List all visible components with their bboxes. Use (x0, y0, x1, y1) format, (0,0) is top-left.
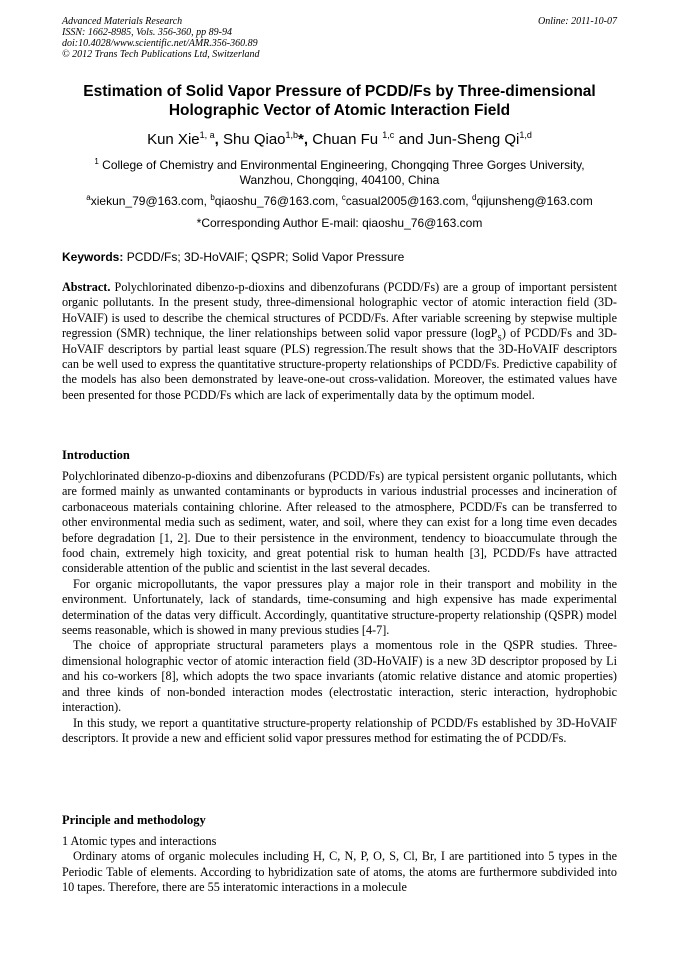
email-mark: a (86, 193, 91, 202)
principle-body (62, 834, 617, 896)
paragraph: Polychlorinated dibenzo-p-dioxins and dibenzofurans (PCDD/Fs) are typical persistent organic pollutants, which are formed mainly as unwanted contaminants or byproducts in various industrial processes and incineration of carbonaceous materials containing chlorine. After released to the atmosphere, PCDD/Fs can be transferred to other environmental media such as sediment, water, and soil, where they can exist for a long time even decades before degradation [1, 2]. Due to their persistence in the environment, tendency to bioaccumulate through the food chain, extremely high toxicity, and great potential risk to human health [3], PCDD/Fs have attracted considerable attention of the public and scientist in the last several decades. (62, 469, 617, 576)
paragraph: Ordinary atoms of organic molecules including H, C, N, P, O, S, Cl, Br, I are partitioned into 5 types in the Periodic Table of elements. According to hybridization sate of atoms, the atoms are furthermore subdivided into 10 tapes. Therefore, there are 55 interatomic interactions in a molecule (62, 849, 617, 895)
introduction-heading: Introduction (62, 448, 130, 462)
abstract-text: Polychlorinated dibenzo-p-dioxins and dibenzofurans (PCDD/Fs) are a group of important persistent organic pollutants. In the present study, three-dimensional holographic vector of atomic interaction field (3D-HoVAIF) is used to describe the chemical structures of PCDD/Fs. After variable screening by stepwise multiple regression (SMR) technique, the liner relationships between solid vapor pressure (logP (62, 280, 617, 341)
author-affil-mark: 1,c (382, 130, 395, 140)
affiliation-line-1: College of Chemistry and Environmental Engineering, Chongqing Three Gorges University, (98, 158, 585, 172)
email-address: xiekun_79@163.com, (90, 194, 211, 208)
author-list (62, 131, 617, 149)
introduction-body (62, 469, 617, 746)
journal-header (62, 16, 617, 60)
author-affil-mark: 1,d (519, 130, 532, 140)
author-name: Shu Qiao (222, 131, 286, 148)
author-name: Jun-Sheng Qi (427, 131, 520, 148)
corresponding-author: *Corresponding Author E-mail: qiaoshu_76@163.com (196, 216, 483, 230)
paper-title-line-2: Holographic Vector of Atomic Interaction Field (168, 102, 511, 119)
affiliation-line-2: Wanzhou, Chongqing, 404100, China (239, 173, 440, 187)
principle-heading: Principle and methodology (62, 813, 206, 827)
paragraph: The choice of appropriate structural parameters plays a momentous role in the QSPR studies. Three-dimensional holographic vector of atomic interaction field (3D-HoVAIF) is a new 3D descriptor proposed by Li and his co-workers [8], which adopts the two space invariants (atomic relative distance and atomic properties) and three kinds of non-bonded interaction modes (electrostatic interaction, steric interaction, hydrophobic interaction). (62, 638, 617, 715)
author-name: Kun Xie (147, 131, 200, 148)
email-address: qiaoshu_76@163.com, (214, 194, 342, 208)
email-mark: d (471, 193, 477, 202)
affiliation (62, 158, 617, 188)
author-separator: , (303, 131, 313, 148)
keywords-label: Keywords: (62, 250, 124, 264)
author-affil-mark: 1, a (199, 130, 215, 140)
online-date: Online: 2011-10-07 (538, 16, 617, 27)
abstract-label: Abstract. (62, 280, 111, 294)
author-separator: , (214, 131, 223, 148)
journal-name: Advanced Materials Research (62, 16, 183, 27)
keywords (62, 250, 617, 265)
journal-doi: doi:10.4028/www.scientific.net/AMR.356-360.89 (62, 38, 258, 49)
author-emails (62, 194, 617, 209)
subsection-heading: 1 Atomic types and interactions (62, 834, 217, 848)
abstract-text: ) of PCDD/Fs and 3D-HoVAIF descriptors by partial least square (PLS) regression.The result shows that the 3D-HoVAIF descriptors can be well used to express the quantitative structure-property relationships of PCDD/Fs. Predictive capability of the models has also been demonstrated by leave-one-out cross-validation. Moreover, the estimated values have been presented for those PCDD/Fs which are lack of experimentally data by the optimum model. (62, 326, 617, 402)
email-address: qijunsheng@163.com (476, 194, 593, 208)
affiliation-mark: 1 (94, 157, 99, 166)
email-mark: c (341, 193, 346, 202)
author-affil-mark: 1,b (285, 130, 299, 140)
paper-title (62, 82, 617, 120)
author-separator: and (394, 131, 428, 148)
keywords-text: PCDD/Fs; 3D-HoVAIF; QSPR; Solid Vapor Pressure (123, 250, 405, 264)
author-name: Chuan Fu (312, 131, 383, 148)
email-address: casual2005@163.com, (345, 194, 472, 208)
abstract (62, 280, 617, 403)
journal-issn: ISSN: 1662-8985, Vols. 356-360, pp 89-94 (62, 27, 232, 38)
journal-copyright: © 2012 Trans Tech Publications Ltd, Switzerland (62, 49, 260, 60)
paragraph: For organic micropollutants, the vapor pressures play a major role in their transport and mobility in the environment. Unfortunately, lack of standards, time-consuming and high expensive has made experimental determination of the datas very difficult. Accordingly, quantitative structure-property relationship (QSPR) model seems reasonable, which is showed in many previous studies [4-7]. (62, 576, 617, 638)
paragraph: In this study, we report a quantitative structure-property relationship of PCDD/Fs established by 3D-HoVAIF descriptors. It provide a new and efficient solid vapor pressures method for estimating the of PCDD/Fs. (62, 715, 617, 745)
subscript: S (497, 333, 502, 343)
email-mark: b (210, 193, 215, 202)
paper-title-line-1: Estimation of Solid Vapor Pressure of PCDD/Fs by Three-dimensional (83, 83, 596, 100)
corresponding-star: * (298, 131, 304, 148)
